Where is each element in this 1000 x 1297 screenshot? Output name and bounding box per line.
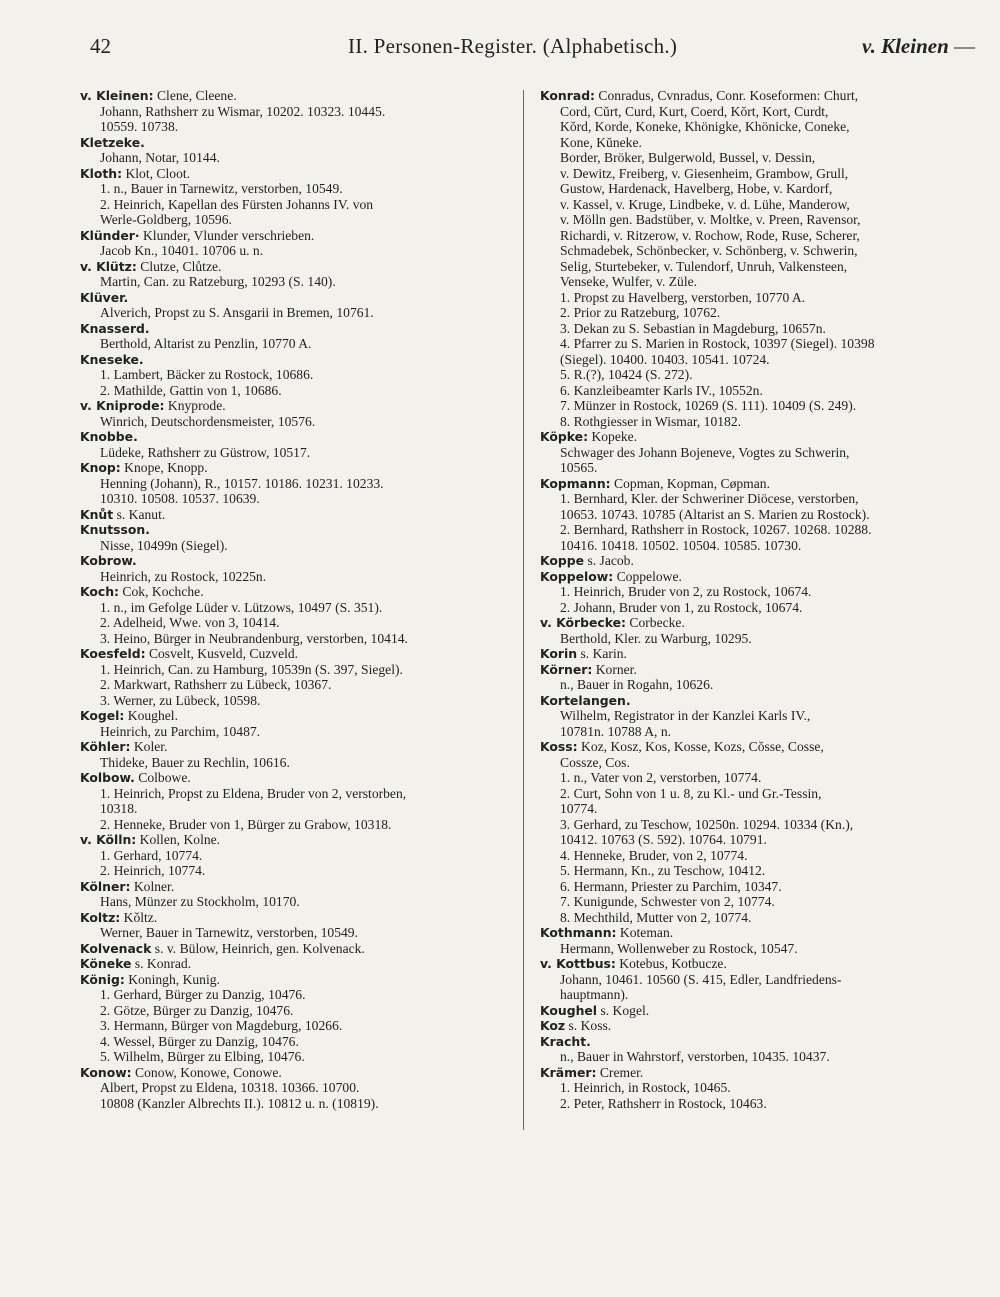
entry-name: Kneseke. [80,351,144,367]
entry-line: 1. Gerhard, Bürger zu Danzig, 10476. [100,987,306,1002]
register-entry [80,429,512,460]
entry-line: 10565. [560,460,598,475]
entry-line: Kone, Kŭneke. [560,134,642,150]
entry-heading-line [80,429,512,445]
entry-heading-line [80,88,512,104]
entry-variants: Knope, Knopp. [120,460,208,475]
register-entry [540,429,977,476]
entry-line: Cossze, Cos. [560,754,630,770]
entry-line: 2. Johann, Bruder von 1, zu Rostock, 10674. [560,599,803,615]
entry-heading-line [80,956,512,972]
entry-name: Koz [540,1018,566,1033]
entry-line: 2. Mathilde, Gattin von 1, 10686. [100,382,282,398]
entry-name: König: [80,971,125,987]
entry-heading-line [80,739,512,755]
register-entry [80,553,512,584]
register-entry [540,739,977,925]
entry-heading-line [80,522,512,538]
entry-heading-line [540,1065,977,1081]
entry-line: 2. Markwart, Rathsherr zu Lübeck, 10367. [100,677,332,692]
entry-heading-line [80,135,512,151]
entry-line: 3. Hermann, Bürger von Magdeburg, 10266. [100,1018,343,1033]
page-header [90,34,975,68]
entry-name: Köpke: [540,429,589,444]
entry-line: Nisse, 10499n (Siegel). [100,537,228,553]
right-column [540,88,977,1111]
entry-line: 7. Münzer in Rostock, 10269 (S. 111). 10409 (S. 249). [560,398,857,413]
entry-line: 6. Hermann, Priester zu Parchim, 10347. [560,878,782,894]
entry-name: Knasserd. [80,320,150,336]
entry-heading-line [540,553,977,569]
register-entry [540,88,977,429]
entry-line: 1. Bernhard, Kler. der Schweriner Diöcese, verstorben, [560,491,859,506]
running-head-text: v. Kleinen [862,34,949,58]
entry-name: v. Kniprode: [80,398,165,413]
register-entry [80,646,512,708]
register-entry [540,662,977,693]
entry-heading-line [80,972,512,988]
entry-variants: s. v. Bülow, Heinrich, gen. Kolvenack. [151,940,365,956]
entry-name: Kracht. [540,1033,591,1049]
entry-name: Kletzeke. [80,134,145,150]
register-entry [80,507,512,523]
entry-name: Koltz: [80,909,121,925]
entry-heading-line [80,646,512,662]
entry-line: 2. Heinrich, Kapellan des Fürsten Johanns IV. von [100,196,374,212]
entry-heading-line [540,476,977,492]
entry-variants: Colbowe. [134,770,191,785]
entry-heading-line [80,228,512,244]
entry-line: 10310. 10508. 10537. 10639. [100,491,260,506]
entry-line: Johann, 10461. 10560 (S. 415, Edler, Landfriedens- [560,971,842,987]
entry-line: 5. Hermann, Kn., zu Teschow, 10412. [560,863,766,878]
entry-line: 2. Curt, Sohn von 1 u. 8, zu Kl.- und Gr.-Tessin, [560,785,822,801]
entry-variants: Klot, Cloot. [122,165,191,181]
entry-line: 1. n., im Gefolge Lüder v. Lützows, 10497 (S. 351). [100,599,383,615]
entry-variants: s. Konrad. [131,956,192,971]
entry-line: 2. Heinrich, 10774. [100,863,206,878]
entry-heading-line [80,910,512,926]
entry-line: Schwager des Johann Bojeneve, Vogtes zu Schwerin, [560,444,850,460]
entry-variants: Clutze, Clůtze. [136,258,222,274]
entry-line: 1. Lambert, Bäcker zu Rostock, 10686. [100,367,314,382]
entry-name: Koch: [80,584,120,599]
entry-line: 1. Heinrich, Can. zu Hamburg, 10539n (S. 397, Siegel). [100,661,403,677]
entry-heading-line [540,1034,977,1050]
entry-line: 1. Heinrich, Propst zu Eldena, Bruder von 2, verstorben, [100,785,407,801]
entry-name: Kopmann: [540,475,611,491]
entry-name: v. Kölln: [80,832,137,847]
register-entry [80,166,512,228]
entry-line: 2. Götze, Bürger zu Danzig, 10476. [100,1002,294,1018]
entry-line: 6. Kanzleibeamter Karls IV., 10552n. [560,382,763,398]
entry-line: Werle-Goldberg, 10596. [100,212,232,227]
entry-line: Gustow, Hardenack, Havelberg, Hobe, v. Kardorf, [560,181,833,196]
entry-line: 10781n. 10788 A, n. [560,723,672,739]
register-entry [80,972,512,1065]
entry-variants: Conradus, Cvnradus, Conr. Koseformen: Churt, [595,88,859,103]
entry-line: Henning (Johann), R., 10157. 10186. 10231. 10233. [100,475,384,491]
entry-heading-line [80,1065,512,1081]
register-entry [80,228,512,259]
entry-line: 10559. 10738. [100,119,179,134]
entry-line: 2. Henneke, Bruder von 1, Bürger zu Grabow, 10318. [100,816,392,832]
entry-variants: Kollen, Kolne. [136,832,221,847]
entry-line: 2. Peter, Rathsherr in Rostock, 10463. [560,1095,767,1111]
register-entry [540,1065,977,1112]
entry-line: 4. Wessel, Bürger zu Danzig, 10476. [100,1033,299,1049]
entry-name: Kölner: [80,878,131,894]
entry-name: v. Körbecke: [540,615,626,630]
entry-line: Cord, Cŭrt, Curd, Kurt, Coerd, Kŏrt, Kort, Curdt, [560,103,829,119]
register-entry [540,1003,977,1019]
entry-heading-line [540,693,977,709]
entry-line: v. Mölln gen. Badstüber, v. Moltke, v. Preen, Ravensor, [560,212,861,227]
register-entry [540,1018,977,1034]
entry-variants: Koningh, Kunig. [124,971,220,987]
entry-line: Berthold, Kler. zu Warburg, 10295. [560,630,752,646]
register-entry [80,522,512,553]
entry-variants: Kǒltz. [120,909,158,925]
entry-line: Wilhelm, Registrator in der Kanzlei Karls IV., [560,708,811,723]
entry-line: Martin, Can. zu Ratzeburg, 10293 (S. 140). [100,274,336,289]
entry-line: 2. Prior zu Ratzeburg, 10762. [560,305,721,320]
entry-variants: s. Kogel. [597,1002,650,1018]
entry-variants: Copman, Kopman, Cøpman. [610,475,770,491]
entry-line: Border, Bröker, Bulgerwold, Bussel, v. Dessin, [560,150,816,165]
entry-heading-line [80,398,512,414]
entry-line: 10416. 10418. 10502. 10504. 10585. 10730. [560,537,802,553]
register-entry [80,460,512,507]
register-entry [80,739,512,770]
entry-line: 3. Heino, Bürger in Neubrandenburg, verstorben, 10414. [100,630,408,646]
register-entry [540,925,977,956]
entry-heading-line [540,615,977,631]
entry-line: Alverich, Propst zu S. Ansgarii in Bremen, 10761. [100,305,374,320]
entry-heading-line [80,708,512,724]
entry-line: v. Kassel, v. Kruge, Lindbeke, v. d. Lühe, Manderow, [560,196,850,212]
entry-line: 10412. 10763 (S. 592). 10764. 10791. [560,832,767,847]
entry-line: 1. n., Vater von 2, verstorben, 10774. [560,770,762,785]
entry-variants: Kolner. [130,878,175,894]
entry-heading-line [540,1018,977,1034]
entry-variants: Corbecke. [625,615,685,630]
entry-variants: Conow, Konowe, Conowe. [131,1064,282,1080]
entry-line: Lüdeke, Rathsherr zu Güstrow, 10517. [100,444,311,460]
entry-name: v. Klütz: [80,258,137,274]
register-entry [80,770,512,832]
entry-line: 3. Werner, zu Lübeck, 10598. [100,692,261,708]
register-entry [80,910,512,941]
page-title: II. Personen-Register. (Alphabetisch.) [348,34,678,58]
entry-heading-line [540,1003,977,1019]
entry-variants: Koler. [130,739,168,754]
entry-line: 2. Adelheid, Wwe. von 3, 10414. [100,615,280,630]
register-entry [80,708,512,739]
entry-line: 10653. 10743. 10785 (Altarist an S. Marien zu Rostock). [560,506,870,522]
entry-name: Knobbe. [80,429,138,444]
entry-name: Köneke [80,956,132,971]
register-entry [540,569,977,616]
entry-variants: Cosvelt, Kusveld, Cuzveld. [145,646,299,661]
entry-heading-line [80,321,512,337]
entry-name: Kortelangen. [540,692,631,708]
register-entry [540,476,977,554]
register-entry [540,646,977,662]
entry-variants: Coppelowe. [613,568,682,584]
entry-heading-line [80,290,512,306]
register-entry [80,321,512,352]
entry-line: Werner, Bauer in Tarnewitz, verstorben, 10549. [100,925,358,940]
register-entry [540,1034,977,1065]
entry-name: Koss: [540,739,578,754]
entry-variants: Koteman. [616,925,674,940]
entry-heading-line [80,832,512,848]
entry-line: Hans, Münzer zu Stockholm, 10170. [100,894,300,909]
entry-heading-line [80,259,512,275]
entry-name: Koughel [540,1002,598,1018]
entry-line: 5. R.(?), 10424 (S. 272). [560,367,693,382]
entry-name: Knop: [80,460,121,475]
entry-name: Korin [540,646,578,661]
entry-heading-line [540,646,977,662]
entry-line: 2. Bernhard, Rathsherr in Rostock, 10267. 10268. 10288. [560,522,872,537]
entry-name: v. Kleinen: [80,88,154,103]
entry-line: 3. Gerhard, zu Teschow, 10250n. 10294. 10334 (Kn.), [560,816,854,832]
entry-heading-line [540,569,977,585]
entry-line: Johann, Rathsherr zu Wismar, 10202. 10323. 10445. [100,103,386,119]
register-entry [80,259,512,290]
entry-line: Venseke, Wulfer, v. Züle. [560,274,698,289]
entry-line: 1. Heinrich, in Rostock, 10465. [560,1080,731,1095]
entry-line: Berthold, Altarist zu Penzlin, 10770 A. [100,336,312,351]
entry-line: 10774. [560,801,598,816]
column-divider [523,90,524,1130]
entry-heading-line [540,925,977,941]
entry-heading-line [540,429,977,445]
entry-heading-line [540,88,977,104]
entry-name: Kothmann: [540,925,617,940]
entry-line: Jacob Kn., 10401. 10706 u. n. [100,243,264,258]
register-entry [80,879,512,910]
entry-variants: s. Koss. [565,1018,612,1033]
entry-name: Koppe [540,553,585,568]
entry-variants: Knyprode. [164,398,226,413]
entry-name: Kloth: [80,165,123,181]
entry-line: 10808 (Kanzler Albrechts II.). 10812 u. n. (10819). [100,1095,379,1111]
entry-name: Köhler: [80,739,131,754]
entry-heading-line [80,553,512,569]
entry-line: n., Bauer in Rogahn, 10626. [560,677,714,692]
entry-heading-line [80,352,512,368]
entry-name: Klünder· [80,227,140,243]
entry-heading-line [80,770,512,786]
entry-line: 4. Pfarrer zu S. Marien in Rostock, 10397 (Siegel). 10398 [560,336,875,351]
register-entry [80,352,512,399]
entry-line: Hermann, Wollenweber zu Rostock, 10547. [560,940,798,956]
entry-line: 3. Dekan zu S. Sebastian in Magdeburg, 10657n. [560,320,826,336]
entry-line: Winrich, Deutschordensmeister, 10576. [100,413,316,429]
register-entry [80,584,512,646]
entry-heading-line [540,956,977,972]
register-entry [540,693,977,740]
entry-line: 1. Propst zu Havelberg, verstorben, 10770 A. [560,289,806,305]
entry-heading-line [540,739,977,755]
entry-variants: Klunder, Vlunder verschrieben. [139,227,315,243]
entry-line: hauptmann). [560,987,629,1002]
entry-line: 4. Henneke, Bruder, von 2, 10774. [560,847,748,863]
register-entry [540,956,977,1003]
entry-variants: Koughel. [124,708,178,723]
register-entry [540,553,977,569]
left-column [80,88,512,1111]
entry-line: Selig, Sturtebeker, v. Tulendorf, Unruh, Valkensteen, [560,258,848,274]
entry-variants: s. Jacob. [584,553,634,568]
entry-heading-line [80,460,512,476]
entry-name: Knutsson. [80,522,150,537]
entry-variants: Korner. [592,661,637,677]
register-entry [80,398,512,429]
running-head-dash: — [954,34,975,58]
running-head [862,34,975,59]
entry-name: Koesfeld: [80,646,146,661]
entry-line: 7. Kunigunde, Schwester von 2, 10774. [560,894,775,909]
entry-heading-line [80,941,512,957]
entry-name: Kobrow. [80,553,137,568]
entry-line: (Siegel). 10400. 10403. 10541. 10724. [560,351,770,367]
entry-line: v. Dewitz, Freiberg, v. Giesenheim, Grambow, Grull, [560,165,849,181]
entry-variants: Cremer. [596,1064,644,1080]
entry-line: Johann, Notar, 10144. [100,150,220,165]
entry-name: Klüver. [80,289,129,305]
entry-line: Richardi, v. Ritzerow, v. Rochow, Rode, Ruse, Scherer, [560,227,860,243]
entry-heading-line [80,507,512,523]
entry-line: Kŏrd, Korde, Koneke, Khönigke, Khönicke, Coneke, [560,119,850,134]
entry-heading-line [80,166,512,182]
entry-name: Knůt [80,506,114,522]
page-number: 42 [90,34,111,58]
register-entry [80,1065,512,1112]
entry-line: n., Bauer in Wahrstorf, verstorben, 10435. 10437. [560,1049,830,1064]
entry-line: 5. Wilhelm, Bürger zu Elbing, 10476. [100,1049,305,1064]
register-entry [80,941,512,957]
entry-name: Konow: [80,1064,132,1080]
entry-name: Koppelow: [540,568,614,584]
entry-line: Heinrich, zu Parchim, 10487. [100,723,261,739]
register-entry [80,290,512,321]
entry-name: Kogel: [80,708,125,723]
entry-line: Heinrich, zu Rostock, 10225n. [100,568,267,584]
entry-line: 1. Heinrich, Bruder von 2, zu Rostock, 10674. [560,584,812,599]
entry-line: 8. Mechthild, Mutter von 2, 10774. [560,909,752,925]
entry-variants: s. Kanut. [113,506,166,522]
entry-heading-line [80,879,512,895]
register-entry [540,615,977,646]
entry-line: 1. Gerhard, 10774. [100,847,203,863]
entry-name: Kolbow. [80,770,135,785]
entry-line: 1. n., Bauer in Tarnewitz, verstorben, 10549. [100,181,343,196]
register-entry [80,135,512,166]
register-entry [80,956,512,972]
entry-heading-line [540,662,977,678]
entry-line: 10318. [100,801,138,816]
entry-line: Albert, Propst zu Eldena, 10318. 10366. 10700. [100,1080,360,1095]
entry-variants: Cok, Kochche. [119,584,204,599]
entry-variants: Kopeke. [588,429,638,444]
entry-line: Schmadebek, Schönbecker, v. Schönberg, v. Schwerin, [560,243,858,258]
entry-heading-line [80,584,512,600]
register-entry [80,88,512,135]
entry-variants: s. Karin. [577,646,627,661]
entry-line: Thideke, Bauer zu Rechlin, 10616. [100,754,290,770]
entry-name: Kolvenack [80,940,152,956]
entry-variants: Clene, Cleene. [153,88,237,103]
entry-name: v. Kottbus: [540,956,616,971]
entry-line: 8. Rothgiesser in Wismar, 10182. [560,413,742,429]
register-entry [80,832,512,879]
entry-variants: Koz, Kosz, Kos, Kosse, Kozs, Cŏsse, Cosse, [577,739,824,754]
entry-name: Krämer: [540,1064,597,1080]
entry-name: Körner: [540,661,593,677]
entry-name: Konrad: [540,88,596,103]
entry-variants: Kotebus, Kotbucze. [615,956,727,971]
